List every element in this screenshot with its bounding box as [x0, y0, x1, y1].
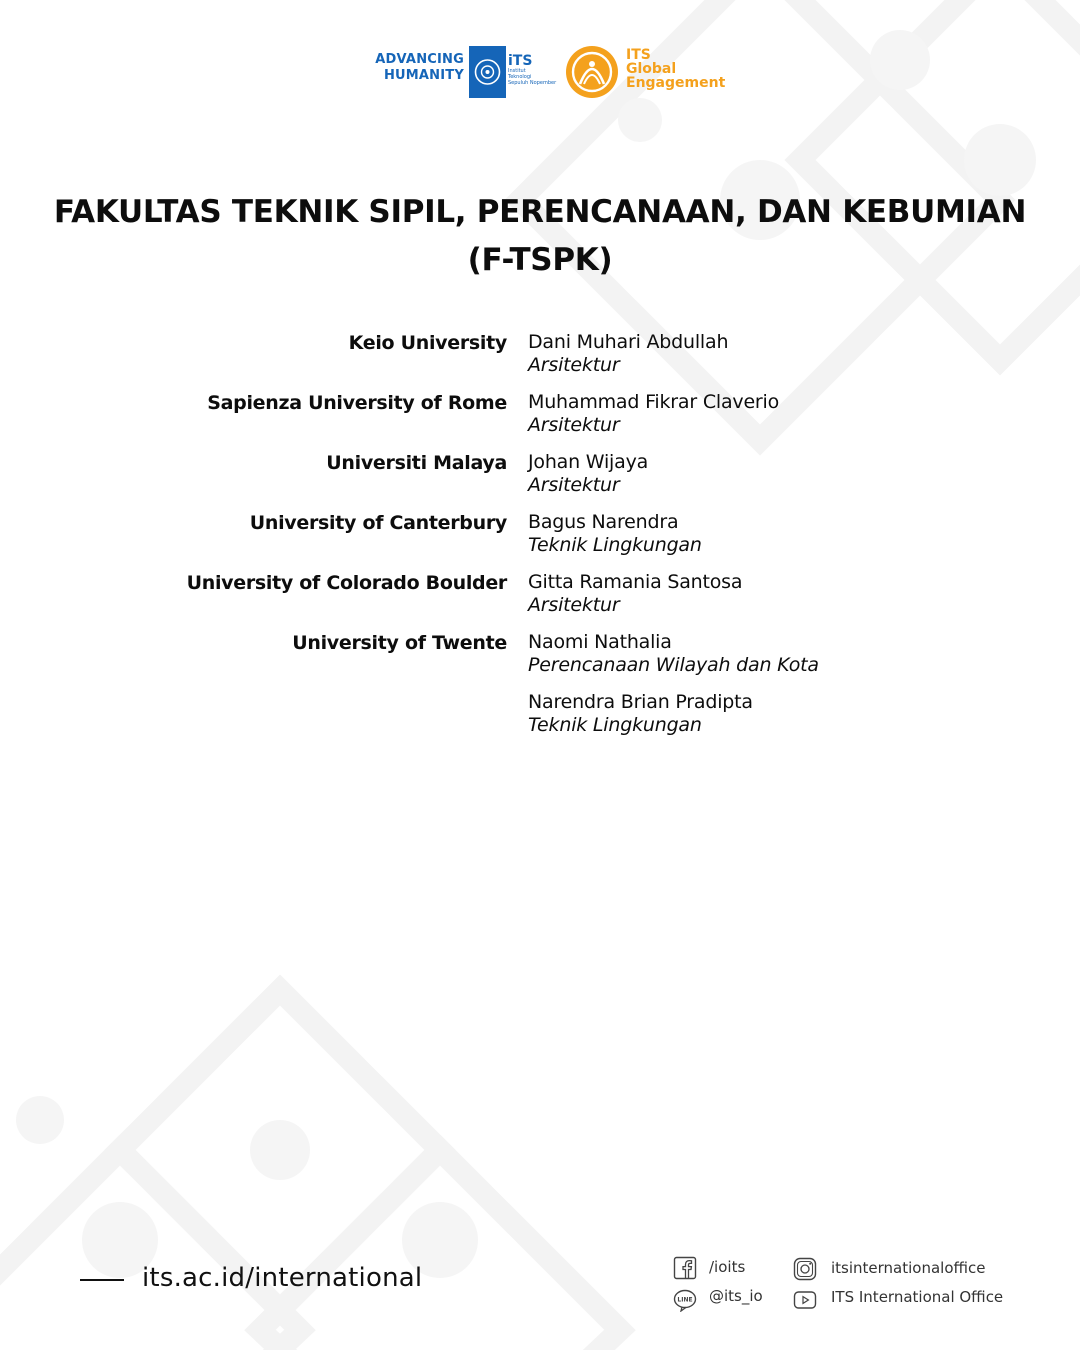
student-info [528, 690, 753, 736]
student-name: Narendra Brian Pradipta [528, 691, 753, 713]
university-name: University of Twente [292, 632, 507, 654]
student-major: Teknik Lingkungan [528, 714, 702, 736]
faculty-title: FAKULTAS TEKNIK SIPIL, PERENCANAAN, DAN KEBUMIAN (F-TSPK) [53, 194, 1027, 278]
list-item [0, 510, 1080, 570]
student-major: Perencanaan Wilayah dan Kota [528, 654, 819, 676]
line-icon-label: LINE [677, 1296, 693, 1304]
its-logo-text: iTS Institut Teknologi Sepuluh Nopember [508, 53, 557, 86]
list-item [0, 330, 1080, 390]
student-info [528, 510, 702, 556]
list-item [0, 690, 1080, 750]
student-info [528, 570, 742, 616]
its-logo-emblem [469, 46, 506, 98]
student-name: Muhammad Fikrar Claverio [528, 391, 780, 413]
student-name: Bagus Narendra [528, 511, 679, 533]
line-icon[interactable] [673, 1288, 697, 1312]
line-handle[interactable]: @its_io [709, 1287, 763, 1305]
university-name: University of Colorado Boulder [186, 572, 507, 594]
student-info [528, 630, 819, 676]
instagram-handle[interactable]: itsinternationaloffice [831, 1259, 986, 1277]
university-name: University of Canterbury [249, 512, 507, 534]
global-engagement-logo-icon [564, 44, 620, 100]
student-info [528, 330, 728, 376]
youtube-channel[interactable]: ITS International Office [831, 1288, 1004, 1306]
list-item [0, 390, 1080, 450]
student-major: Teknik Lingkungan [528, 534, 702, 556]
student-info [528, 450, 648, 496]
university-name: Sapienza University of Rome [207, 392, 507, 414]
instagram-icon[interactable] [793, 1257, 817, 1281]
student-name: Gitta Ramania Santosa [528, 571, 743, 593]
student-name: Naomi Nathalia [528, 631, 672, 653]
footer-divider [80, 1279, 124, 1281]
university-name: Universiti Malaya [326, 452, 507, 474]
header-logos [0, 44, 1080, 100]
student-name: Johan Wijaya [528, 451, 649, 473]
student-major: Arsitektur [528, 594, 620, 616]
youtube-icon[interactable] [793, 1288, 817, 1312]
list-item [0, 630, 1080, 690]
advancing-humanity-tagline: ADVANCING HUMANITY [375, 52, 464, 83]
list-item [0, 570, 1080, 630]
facebook-icon[interactable] [673, 1256, 697, 1280]
website-link[interactable]: its.ac.id/international [142, 1263, 423, 1293]
its-emblem-icon [469, 46, 506, 98]
university-name: Keio University [348, 332, 507, 354]
student-major: Arsitektur [528, 414, 620, 436]
student-name: Dani Muhari Abdullah [528, 331, 729, 353]
student-major: Arsitektur [528, 474, 620, 496]
student-major: Arsitektur [528, 354, 620, 376]
student-list [0, 330, 1080, 750]
student-info [528, 390, 779, 436]
global-engagement-text: ITS Global Engagement [626, 47, 726, 91]
list-item [0, 450, 1080, 510]
facebook-handle[interactable]: /ioits [709, 1258, 746, 1276]
